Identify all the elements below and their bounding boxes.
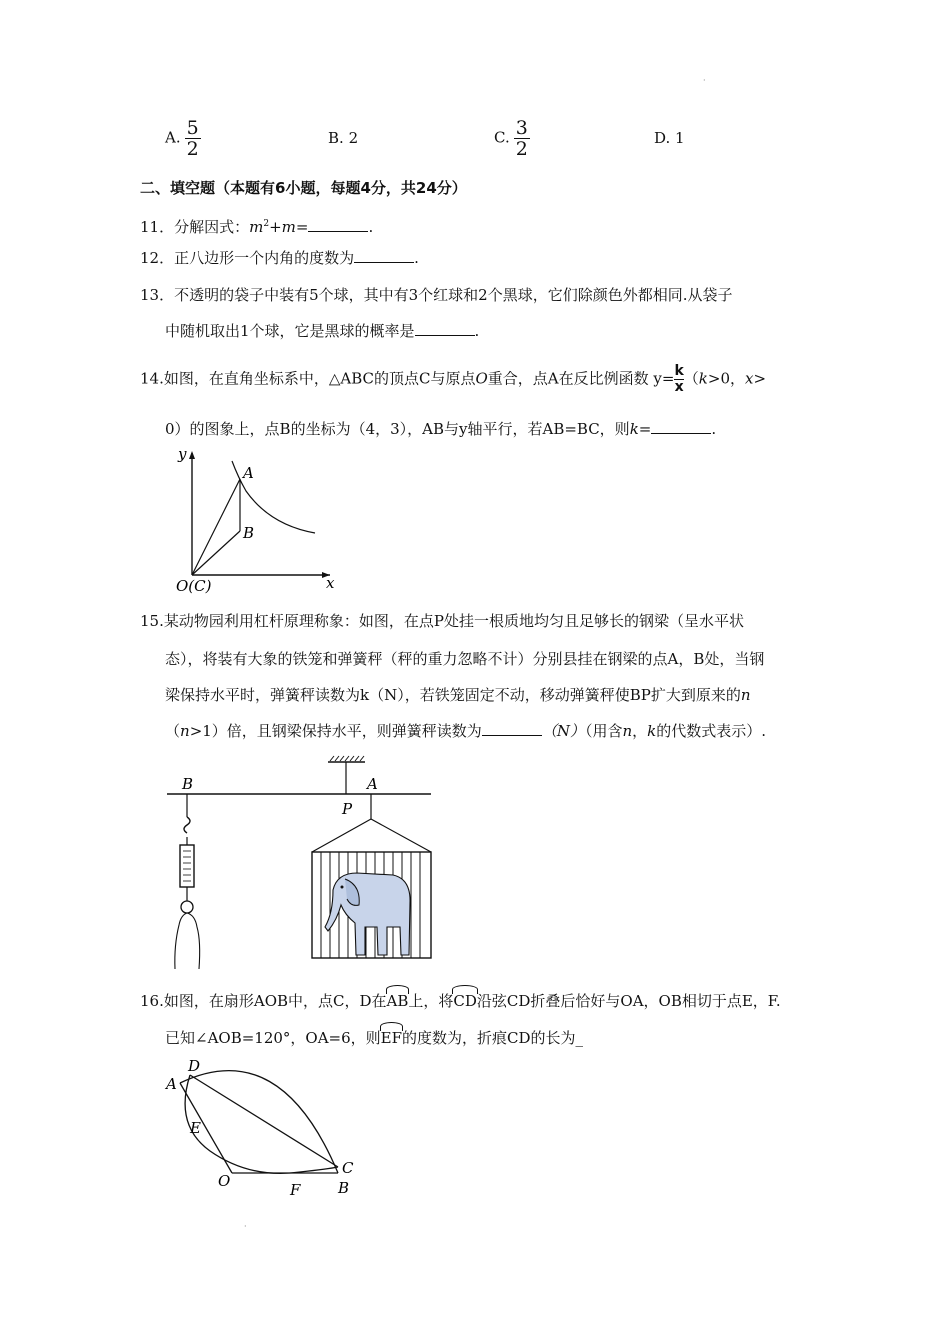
segment-CA: [192, 479, 240, 575]
figure-q15-lever: [165, 755, 440, 970]
arc-AB-outer: [180, 1071, 338, 1173]
folded-arc-CD: [185, 1075, 338, 1173]
y-axis-arrow: [189, 451, 195, 459]
ceiling-hatch: [330, 756, 364, 761]
question-11: 11．分解因式：$m^2+m=$ .: [140, 218, 374, 236]
label-E: E: [190, 1119, 201, 1137]
label-A: A: [367, 775, 378, 793]
question-16-line1: 16.如图，在扇形AOB中，点C，D在AB上，将CD沿弦CD折叠后恰好与OA，OB相切于点E，F.: [140, 992, 781, 1010]
label-F: F: [290, 1181, 301, 1199]
option-d: D. 1: [654, 129, 685, 147]
question-13-line1: 13．不透明的袋子中装有5个球，其中有3个红球和2个黑球，它们除颜色外都相同.从袋子: [140, 286, 733, 304]
label-y: y: [178, 445, 187, 463]
label-OC: O(C): [176, 577, 212, 595]
option-b: B. 2: [328, 129, 359, 147]
question-15-line2: 态），将装有大象的铁笼和弹簧秤（秤的重力忽略不计）分别县挂在钢梁的点A，B处，当钢: [165, 650, 765, 668]
cage-strap-left: [312, 819, 371, 852]
question-16-line2: 已知∠AOB=120°，OA=6，则EF的度数为，折痕CD的长为_: [165, 1029, 584, 1047]
question-14-line1: 14.如图，在直角坐标系中，△ABC的顶点C与原点O重合，点A在反比例函数 y= $\frac{k}{x}(k>0$，x>: [140, 363, 767, 395]
scan-mark: ·: [703, 76, 706, 85]
question-15-line3: 梁保持水平时，弹簧秤读数为k（N），若铁笼固定不动，移动弹簧秤使BP扩大到原来的n: [165, 686, 751, 704]
label-O: O: [218, 1172, 231, 1190]
question-13-line2: 中随机取出1个球，它是黑球的概率是 .: [165, 322, 480, 340]
arc-CD: CD: [453, 992, 477, 1010]
label-x: x: [326, 574, 335, 592]
elephant-icon: [325, 873, 410, 955]
label-P: P: [342, 800, 353, 818]
question-12: 12．正八边形一个内角的度数为 .: [140, 249, 419, 267]
label-A: A: [243, 464, 254, 482]
figure-q16-sector: [160, 1055, 370, 1205]
label-B: B: [182, 775, 194, 793]
cage-strap-right: [371, 819, 431, 852]
arc-EF: EF: [380, 1029, 403, 1047]
label-C: C: [342, 1159, 354, 1177]
scan-mark: ·: [244, 1222, 247, 1231]
option-a: A. $\frac{5}{2}$: [165, 117, 199, 160]
label-A: A: [166, 1075, 177, 1093]
scale-ring: [181, 901, 193, 913]
section-title: 二、填空题（本题有6小题，每题4分，共24分）: [140, 179, 467, 197]
question-15-line4: （n>1）倍，且钢梁保持水平，则弹簧秤读数为 （N）（用含n，k的代数式表示）.: [165, 722, 767, 740]
arc-AB: AB: [386, 992, 409, 1010]
question-14-line2: 0）的图象上，点B的坐标为（4，3），AB与y轴平行，若AB=BC，则k= .: [165, 420, 717, 438]
scale-hook: [184, 817, 190, 833]
segment-CB: [192, 531, 240, 575]
label-D: D: [188, 1057, 201, 1075]
option-c: C. $\frac{3}{2}$: [494, 117, 528, 160]
hand-icon: [175, 913, 200, 969]
label-B: B: [243, 524, 255, 542]
label-B: B: [338, 1179, 350, 1197]
question-15-line1: 15.某动物园利用杠杆原理称象：如图，在点P处挂一根质地均匀且足够长的钢梁（呈水平状: [140, 612, 744, 630]
figure-q14-graph: [170, 445, 350, 595]
